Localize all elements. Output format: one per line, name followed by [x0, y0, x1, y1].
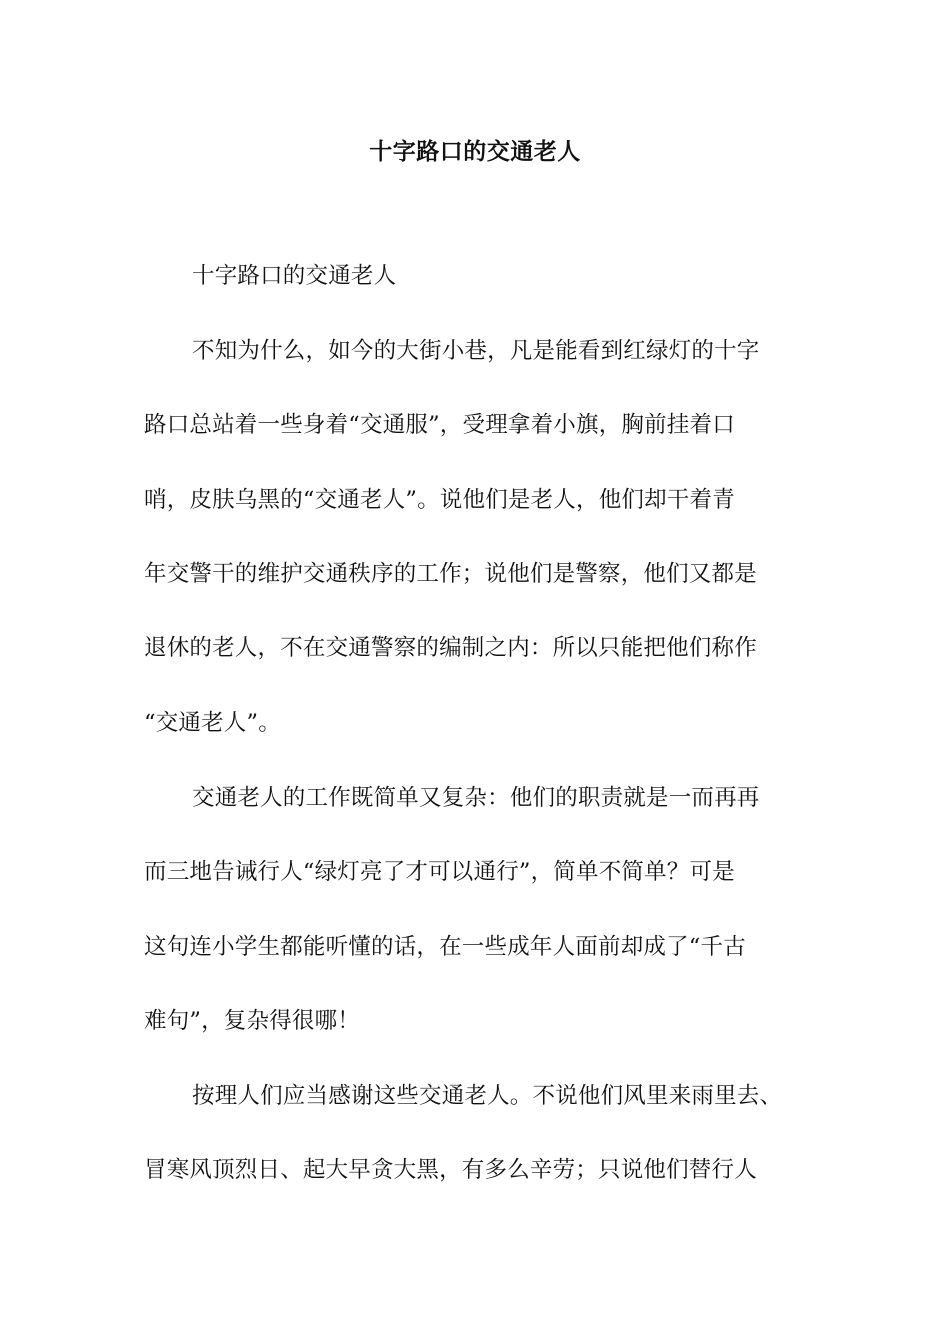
paragraph-2-line-3: 这句连小学生都能听懂的话，在一些成年人面前却成了“千古 — [144, 934, 746, 960]
paragraph-1-line-3: 哨，皮肤乌黑的“交通老人”。说他们是老人，他们却干着青 — [144, 487, 735, 513]
paragraph-3-line-1: 按理人们应当感谢这些交通老人。不说他们风里来雨里去、 — [192, 1083, 783, 1109]
paragraph-1-line-5: 退休的老人，不在交通警察的编制之内：所以只能把他们称作 — [144, 635, 757, 661]
paragraph-2-line-2: 而三地告诫行人“绿灯亮了才可以通行”，简单不简单？可是 — [144, 859, 735, 885]
paragraph-1-line-6: “交通老人”。 — [144, 710, 281, 736]
document-title: 十字路口的交通老人 — [369, 138, 581, 165]
paragraph-2-line-1: 交通老人的工作既简单又复杂：他们的职责就是一而再再 — [192, 785, 760, 811]
paragraph-heading-line: 十字路口的交通老人 — [192, 263, 397, 289]
paragraph-1-line-4: 年交警干的维护交通秩序的工作；说他们是警察，他们又都是 — [144, 561, 757, 587]
paragraph-1-line-2: 路口总站着一些身着“交通服”，受理拿着小旗，胸前挂着口 — [144, 412, 735, 438]
paragraph-2-line-4: 难句”，复杂得很哪！ — [144, 1008, 361, 1034]
paragraph-3-line-2: 冒寒风顶烈日、起大早贪大黑，有多么辛劳；只说他们替行人 — [144, 1157, 757, 1183]
paragraph-1-line-1: 不知为什么，如今的大街小巷，凡是能看到红绿灯的十字 — [192, 338, 760, 364]
